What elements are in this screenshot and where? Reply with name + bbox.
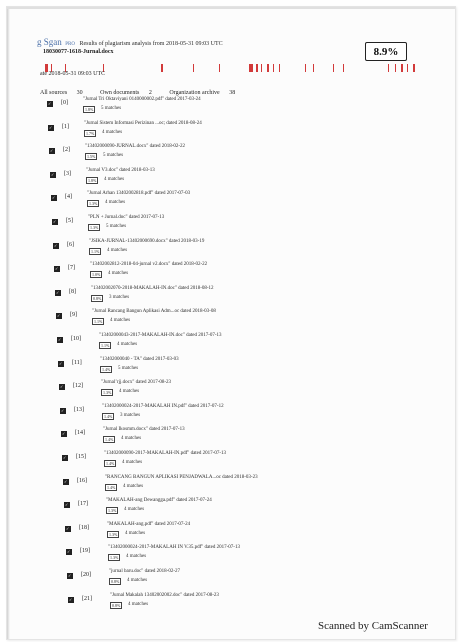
source-entry[interactable] xyxy=(55,285,415,311)
plagiarism-mark xyxy=(388,64,389,72)
source-title[interactable]: "Jurnal’rjj.docx" dated 2017-08-23 xyxy=(101,380,172,386)
source-checkbox[interactable]: ✓ xyxy=(69,596,73,602)
source-index: [17] xyxy=(78,501,88,508)
source-entry[interactable] xyxy=(64,498,424,523)
stat-all-sources-count: 30 xyxy=(76,90,83,96)
source-title[interactable]: "Jurnal Makalah 13402002002.doc" dated 2017-08-23 xyxy=(110,592,219,598)
source-title[interactable]: "MAKALAH-ang.pdf" dated 2017-07-24 xyxy=(107,521,191,527)
source-matches: 4 matches xyxy=(110,318,131,324)
source-index: [1] xyxy=(62,123,69,130)
stat-organization-label: Organization archive xyxy=(169,90,220,96)
source-matches: 5 matches xyxy=(118,365,139,371)
stat-own-documents[interactable] xyxy=(100,90,161,96)
source-title[interactable]: "RANCANG BANGUN APLIKASI PENJADWALA...oc dated 2018-03-23 xyxy=(105,474,258,480)
source-entry[interactable] xyxy=(57,333,417,358)
source-index: [8] xyxy=(69,288,76,295)
source-checkbox[interactable]: ✓ xyxy=(61,407,65,413)
source-checkbox[interactable]: ✓ xyxy=(56,289,60,295)
document-name: 18030077-1618-Jurnal.docx xyxy=(43,49,114,55)
report-date: ate 2018-05-31 09:03 UTC xyxy=(40,71,106,77)
source-checkbox[interactable]: ✓ xyxy=(59,360,63,366)
source-percent-badge: 1.7% xyxy=(86,130,95,136)
source-index: [20] xyxy=(81,572,91,578)
plagiarism-mark xyxy=(256,64,258,72)
source-index: [13] xyxy=(74,406,84,413)
source-index: [0] xyxy=(61,100,68,106)
source-percent-badge: 1.4% xyxy=(102,366,111,372)
source-title[interactable]: "jurnal baru.doc" dated 2018-02-27 xyxy=(109,569,181,574)
source-title[interactable]: "MAKALAH-ang Dewangga.pdf" dated 2017-07-24 xyxy=(106,498,212,504)
source-percent-badge: 1.1% xyxy=(91,248,100,254)
plagiarism-mark xyxy=(161,64,163,72)
source-checkbox[interactable]: ✓ xyxy=(68,573,72,578)
source-title[interactable]: "13402000024-2017-MAKALAH IN.pdf" dated 2017-07-12 xyxy=(102,403,224,409)
source-index: [14] xyxy=(75,430,85,437)
source-percent-badge: 1.3% xyxy=(90,225,99,230)
source-entry[interactable] xyxy=(47,97,407,122)
source-matches: 4 matches xyxy=(108,271,129,277)
camscanner-footer: Scanned by CamScanner xyxy=(318,620,428,632)
source-title[interactable]: "Jurnal Tri Oktaviyani 0140000002.pdf" dated 2017-03-24 xyxy=(83,97,201,102)
source-percent-badge: 1.3% xyxy=(103,390,112,396)
source-percent-badge: 1.8% xyxy=(88,177,97,183)
source-title[interactable]: "13402002812-2018-04-jurnal v2.docx" dated 2018-02-22 xyxy=(90,262,208,268)
source-matches: 4 matches xyxy=(107,247,128,253)
source-index: [9] xyxy=(70,312,77,319)
source-checkbox[interactable]: ✓ xyxy=(67,549,71,555)
source-matches: 4 matches xyxy=(104,176,125,182)
source-percent-badge: 1.4% xyxy=(107,484,116,490)
source-index: [15] xyxy=(76,454,86,460)
source-matches: 4 matches xyxy=(122,460,143,465)
plagiarism-score-badge: 8.9% xyxy=(365,42,407,61)
stat-own-documents-count: 2 xyxy=(148,90,152,96)
source-title[interactable]: "PLN + Jurnal.doc" dated 2017-07-13 xyxy=(88,215,165,220)
analysis-line: Results of plagiarism analysis from 2018-05-31 09:03 UTC xyxy=(79,41,223,47)
source-checkbox[interactable]: ✓ xyxy=(58,337,62,342)
stat-organization-count: 38 xyxy=(229,90,236,96)
source-checkbox[interactable]: ✓ xyxy=(60,384,64,390)
stat-all-sources[interactable] xyxy=(40,90,92,96)
report-header xyxy=(37,37,223,47)
plagiarism-mark xyxy=(267,64,269,72)
source-title[interactable]: "13402000043-2017-MAKALAH-IN.doc" dated 2017-07-13 xyxy=(99,333,222,338)
source-index: [10] xyxy=(71,336,81,342)
plagiarism-mark xyxy=(273,64,274,72)
source-matches: 4 matches xyxy=(105,200,126,206)
source-matches: 4 matches xyxy=(126,554,147,560)
source-entry[interactable] xyxy=(68,592,428,618)
source-checkbox[interactable]: ✓ xyxy=(51,171,55,177)
source-percent-badge: 1.3% xyxy=(110,555,119,561)
source-index: [7] xyxy=(68,265,75,272)
source-entry[interactable] xyxy=(61,427,421,452)
source-entry[interactable] xyxy=(60,403,420,429)
plagiarism-mark xyxy=(401,64,403,72)
source-percent-badge: 1.1% xyxy=(101,343,110,348)
source-entry[interactable] xyxy=(49,144,409,169)
source-title[interactable]: "Jurnal Sistem Informasi Perizinan ...oc; dated 2018-08-24 xyxy=(84,120,202,126)
scanned-page xyxy=(6,6,456,640)
source-index: [3] xyxy=(64,170,71,177)
source-checkbox[interactable]: ✓ xyxy=(48,101,52,106)
source-checkbox[interactable]: ✓ xyxy=(50,148,54,154)
stat-organization-archive[interactable] xyxy=(169,90,243,96)
source-checkbox[interactable]: ✓ xyxy=(52,195,56,201)
source-entry[interactable] xyxy=(66,545,426,570)
plagiarism-mark xyxy=(305,64,306,72)
source-percent-badge: 0.8% xyxy=(111,579,120,584)
source-checkbox[interactable]: ✓ xyxy=(65,502,69,508)
source-percent-badge: 1.5% xyxy=(87,154,96,160)
source-title[interactable]: "Jurnal V3.doc" dated 2018-03-13 xyxy=(86,167,155,173)
source-entry[interactable] xyxy=(56,309,416,334)
source-matches: 5 matches xyxy=(101,106,122,111)
source-index: [4] xyxy=(65,194,72,201)
source-percent-badge: 1.4% xyxy=(105,437,114,443)
source-entry[interactable] xyxy=(62,451,422,476)
source-title[interactable]: "Jurnal Rancang Bangun Aplikasi Adm...oc dated 2018-03-08 xyxy=(92,309,216,315)
source-entry[interactable] xyxy=(48,120,408,146)
source-percent-badge: 1.3% xyxy=(108,508,117,514)
source-entry[interactable] xyxy=(51,191,411,216)
plagiarism-mark xyxy=(249,64,253,72)
source-checkbox[interactable]: ✓ xyxy=(64,478,68,484)
plagiarism-mark xyxy=(313,64,314,72)
source-title[interactable]: "13402000040 - TA" dated 2017-03-03 xyxy=(100,356,179,362)
source-matches: 5 matches xyxy=(103,153,124,159)
source-entry[interactable] xyxy=(50,167,410,193)
source-checkbox[interactable]: ✓ xyxy=(55,266,59,272)
source-stats xyxy=(40,90,251,96)
plagiarism-mark xyxy=(407,64,408,72)
plagiarism-mark xyxy=(279,64,280,72)
page-edge-shadow xyxy=(7,7,10,639)
plagiarism-mark xyxy=(261,64,262,72)
source-matches: 4 matches xyxy=(117,342,138,347)
source-matches: 4 matches xyxy=(124,507,145,513)
source-index: [19] xyxy=(80,548,90,555)
page-top-edge xyxy=(7,7,455,9)
source-matches: 4 matches xyxy=(119,389,140,395)
source-entry[interactable] xyxy=(52,215,412,240)
source-title[interactable]: "Jurnal Arhan 13402002818.pdf" dated 2017-07-03 xyxy=(87,191,191,197)
source-checkbox[interactable]: ✓ xyxy=(62,431,66,437)
source-checkbox[interactable]: ✓ xyxy=(66,525,70,531)
source-index: [16] xyxy=(77,477,87,484)
source-title[interactable]: "JSIKA-JURNAL-13402000690.docx" dated 2018-03-19 xyxy=(89,238,205,244)
source-checkbox[interactable]: ✓ xyxy=(63,455,67,460)
plagiarism-mark xyxy=(343,64,344,72)
source-entry[interactable] xyxy=(65,521,425,547)
source-percent-badge: 1.8% xyxy=(85,107,94,112)
source-matches: 4 matches xyxy=(127,578,148,583)
source-matches: 3 matches xyxy=(120,412,141,418)
plagiarism-mark xyxy=(395,64,396,72)
source-checkbox[interactable]: ✓ xyxy=(49,124,53,130)
source-percent-badge: 1.4% xyxy=(104,413,113,419)
brand-logo-text: g Sgan xyxy=(37,37,62,47)
source-title[interactable]: "13402002070-2018-MAKALAH-IN.doc" dated 2018-08-12 xyxy=(91,285,214,291)
source-percent-badge: 1.3% xyxy=(89,201,98,207)
source-title[interactable]: "13402000090-JURNAL.docx" dated 2018-02-22 xyxy=(85,144,186,150)
source-checkbox[interactable]: ✓ xyxy=(53,219,57,224)
source-entry[interactable] xyxy=(54,262,414,287)
source-title[interactable]: "Jurnal Ikosmm.docx" dated 2017-07-13 xyxy=(103,427,185,433)
stat-own-documents-label: Own documents xyxy=(100,90,140,96)
source-matches: 5 matches xyxy=(106,224,127,229)
source-percent-badge: 0.8% xyxy=(112,602,121,608)
source-title[interactable]: "13402000090-2017-MAKALAH-IN.pdf" dated 2017-07-13 xyxy=(104,451,226,456)
source-index: [18] xyxy=(79,524,89,531)
source-entry[interactable] xyxy=(67,569,427,594)
stat-all-sources-label: All sources xyxy=(40,90,68,96)
source-percent-badge: 0.8% xyxy=(93,295,102,301)
brand-pro-label: PRO xyxy=(65,42,75,47)
source-entry[interactable] xyxy=(53,238,413,264)
source-percent-badge: 1.3% xyxy=(109,531,118,537)
source-matches: 4 matches xyxy=(128,601,149,607)
source-index: [11] xyxy=(72,359,82,366)
plagiarism-mark xyxy=(333,64,334,72)
source-matches: 4 matches xyxy=(125,530,146,536)
source-matches: 4 matches xyxy=(121,436,142,442)
source-entry[interactable] xyxy=(63,474,423,500)
source-percent-badge: 1.4% xyxy=(106,461,115,466)
source-title[interactable]: "13402000024-2017-MAKALAH IN V.35.pdf" dated 2017-07-13 xyxy=(108,545,240,551)
source-checkbox[interactable]: ✓ xyxy=(54,242,58,248)
plagiarism-mark xyxy=(219,64,220,72)
source-index: [2] xyxy=(63,147,70,154)
source-index: [5] xyxy=(66,218,73,224)
source-index: [6] xyxy=(67,241,74,248)
source-checkbox[interactable]: ✓ xyxy=(57,313,61,319)
plagiarism-mark xyxy=(193,64,194,72)
source-percent-badge: 1.1% xyxy=(94,319,103,325)
source-entry[interactable] xyxy=(58,356,418,382)
source-entry[interactable] xyxy=(59,380,419,405)
source-percent-badge: 1.0% xyxy=(92,272,101,278)
plagiarism-mark xyxy=(413,64,415,72)
source-matches: 4 matches xyxy=(123,483,144,489)
source-matches: 4 matches xyxy=(102,129,123,135)
source-index: [12] xyxy=(73,383,83,390)
source-matches: 3 matches xyxy=(109,294,130,300)
source-index: [21] xyxy=(82,595,92,602)
